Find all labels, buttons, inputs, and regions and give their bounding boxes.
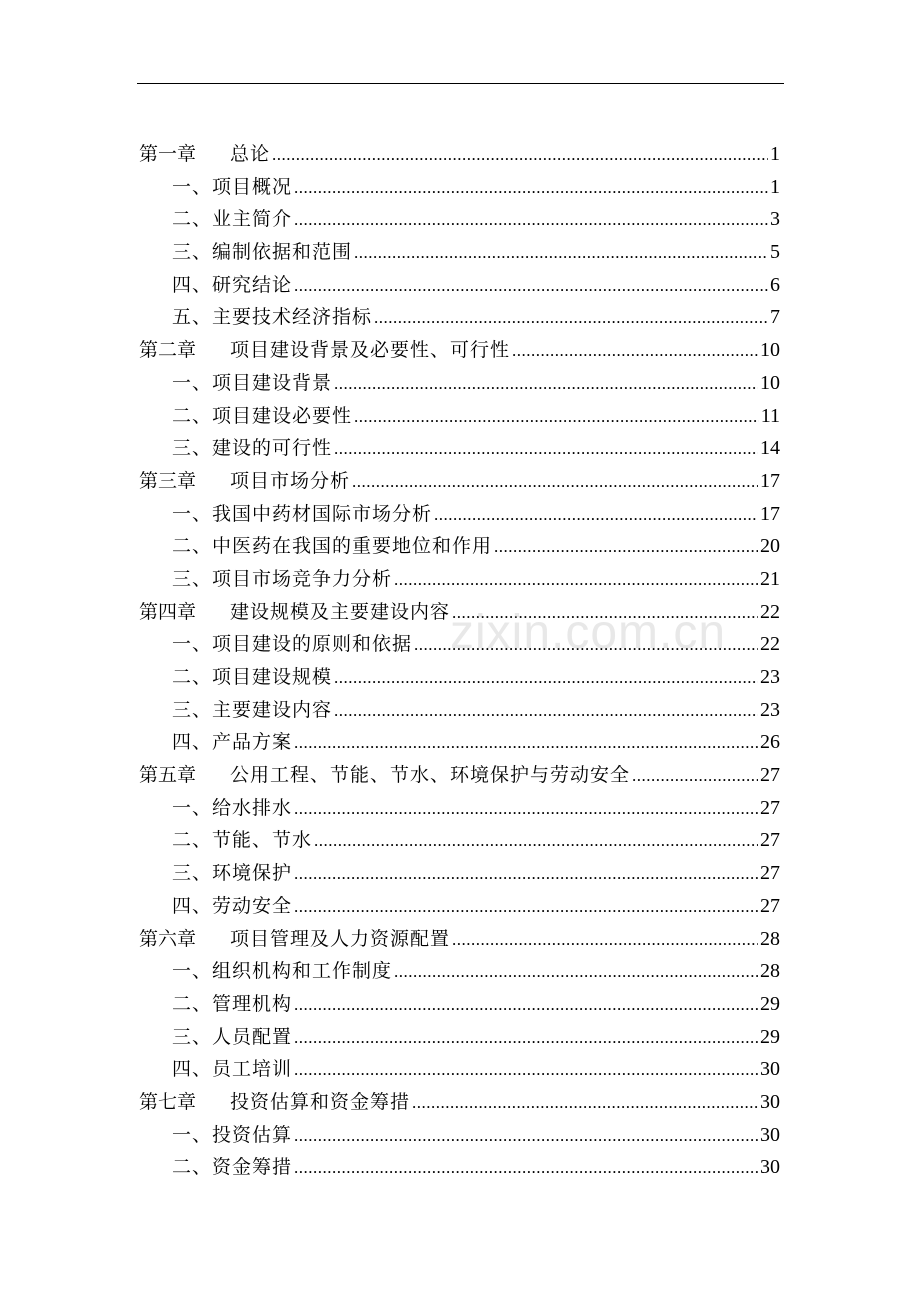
toc-page-number: 27 [760, 764, 780, 787]
dot-leader [294, 989, 758, 1022]
toc-entry-title: 三、编制依据和范围 [172, 241, 353, 264]
toc-chapter-entry[interactable] [139, 923, 780, 956]
chapter-number: 第五章 [139, 764, 197, 787]
toc-page-number: 30 [760, 1058, 780, 1081]
chapter-number: 第一章 [139, 143, 197, 165]
dot-leader [632, 760, 758, 793]
toc-entry-title: 二、资金筹措 [172, 1156, 293, 1179]
dot-leader [294, 858, 758, 891]
toc-section-entry[interactable] [139, 563, 780, 596]
toc-page-number: 22 [760, 600, 780, 623]
dot-leader [334, 662, 758, 695]
toc-page-number: 22 [760, 633, 780, 656]
toc-entry-title: 三、项目市场竞争力分析 [172, 567, 393, 590]
toc-section-entry[interactable] [139, 367, 780, 400]
toc-section-entry[interactable] [139, 824, 780, 857]
toc-page-number: 1 [770, 143, 780, 165]
dot-leader [314, 825, 758, 858]
toc-page-number: 6 [770, 273, 780, 296]
chapter-number: 第七章 [139, 1090, 197, 1113]
toc-page-number: 10 [760, 339, 780, 362]
toc-entry-title: 四、员工培训 [172, 1058, 293, 1081]
toc-section-entry[interactable] [139, 1151, 780, 1184]
toc-page-number: 29 [760, 1025, 780, 1048]
toc-entry-title: 建设规模及主要建设内容 [230, 600, 451, 623]
dot-leader [294, 1054, 758, 1087]
toc-section-entry[interactable] [139, 661, 780, 694]
toc-entry-title: 一、项目概况 [172, 175, 293, 198]
toc-section-entry[interactable] [139, 530, 780, 563]
toc-entry-title: 三、人员配置 [172, 1025, 293, 1048]
toc-chapter-entry[interactable] [139, 138, 780, 171]
toc-entry-title: 二、业主简介 [172, 208, 293, 231]
toc-page-number: 17 [760, 502, 780, 525]
dot-leader [294, 891, 758, 924]
toc-page-number: 30 [760, 1123, 780, 1146]
toc-section-entry[interactable] [139, 988, 780, 1021]
toc-section-entry[interactable] [139, 301, 780, 334]
dot-leader [294, 727, 758, 760]
dot-leader [294, 793, 758, 826]
toc-entry-title: 二、管理机构 [172, 992, 293, 1015]
toc-page-number: 20 [760, 535, 780, 558]
toc-entry-title: 一、给水排水 [172, 796, 293, 819]
dot-leader [434, 499, 758, 532]
dot-leader [334, 695, 758, 728]
toc-page-number: 30 [760, 1090, 780, 1113]
toc-entry-title: 二、节能、节水 [172, 829, 313, 852]
toc-entry-title: 二、中医药在我国的重要地位和作用 [172, 535, 493, 558]
chapter-number: 第六章 [139, 927, 197, 950]
toc-entry-title: 一、项目建设背景 [172, 371, 333, 394]
toc-chapter-entry[interactable] [139, 334, 780, 367]
toc-page-number: 17 [760, 469, 780, 492]
toc-page-number: 27 [760, 894, 780, 917]
toc-entry-title: 三、建设的可行性 [172, 437, 333, 460]
toc-page-number: 23 [760, 698, 780, 721]
dot-leader [352, 466, 758, 499]
toc-page-number: 1 [770, 175, 780, 198]
toc-entry-title: 二、项目建设规模 [172, 666, 333, 688]
dot-leader [452, 924, 758, 957]
dot-leader [294, 1152, 758, 1185]
toc-entry-title: 项目管理及人力资源配置 [230, 927, 451, 950]
toc-page-number: 11 [760, 404, 780, 427]
dot-leader [354, 401, 759, 434]
toc-section-entry[interactable] [139, 432, 780, 465]
toc-page-number: 27 [760, 829, 780, 852]
dot-leader [294, 172, 768, 205]
toc-section-entry[interactable] [139, 726, 780, 759]
dot-leader [374, 302, 768, 335]
toc-page-number: 30 [760, 1156, 780, 1179]
dot-leader [494, 531, 758, 564]
toc-page-number: 27 [760, 862, 780, 885]
toc-section-entry[interactable] [139, 236, 780, 269]
toc-chapter-entry[interactable] [139, 465, 780, 498]
dot-leader [294, 1022, 758, 1055]
toc-entry-title: 投资估算和资金筹措 [230, 1090, 411, 1113]
dot-leader [394, 564, 758, 597]
toc-page-number: 3 [770, 208, 780, 231]
dot-leader [294, 270, 768, 303]
toc-page-number: 10 [760, 371, 780, 394]
toc-entry-title: 三、主要建设内容 [172, 698, 333, 721]
toc-entry-title: 三、环境保护 [172, 862, 293, 885]
toc-section-entry[interactable] [139, 857, 780, 890]
toc-section-entry[interactable] [139, 269, 780, 302]
dot-leader [512, 335, 758, 368]
toc-entry-title: 总论 [230, 143, 271, 165]
toc-entry-title: 四、劳动安全 [172, 894, 293, 917]
toc-section-entry[interactable] [139, 171, 780, 204]
toc-page-number: 14 [760, 437, 780, 460]
dot-leader [272, 139, 768, 172]
toc-page-number: 28 [760, 927, 780, 950]
toc-section-entry[interactable] [139, 955, 780, 988]
toc-entry-title: 一、投资估算 [172, 1123, 293, 1146]
toc-section-entry[interactable] [139, 1053, 780, 1086]
toc-section-entry[interactable] [139, 792, 780, 825]
toc-entry-title: 项目市场分析 [230, 469, 351, 492]
toc-page-number: 28 [760, 960, 780, 983]
toc-entry-title: 公用工程、节能、节水、环境保护与劳动安全 [230, 764, 631, 787]
dot-leader [334, 368, 758, 401]
toc-page-number: 26 [760, 731, 780, 754]
dot-leader [334, 433, 758, 466]
toc-entry-title: 一、项目建设的原则和依据 [172, 633, 413, 656]
toc-entry-title: 二、项目建设必要性 [172, 404, 353, 427]
toc-section-entry[interactable] [139, 400, 780, 433]
toc-page-number: 29 [760, 992, 780, 1015]
dot-leader [394, 956, 758, 989]
dot-leader [412, 1087, 758, 1120]
dot-leader [354, 237, 768, 270]
toc-entry-title: 一、组织机构和工作制度 [172, 960, 393, 983]
chapter-number: 第四章 [139, 600, 197, 623]
toc-section-entry[interactable] [139, 1021, 780, 1054]
toc-section-entry[interactable] [139, 694, 780, 727]
toc-section-entry[interactable] [139, 203, 780, 236]
toc-page-number: 21 [760, 567, 780, 590]
watermark: zixin.com.cn [450, 606, 727, 659]
dot-leader [294, 204, 768, 237]
chapter-number: 第三章 [139, 469, 197, 492]
toc-section-entry[interactable] [139, 498, 780, 531]
toc-entry-title: 一、我国中药材国际市场分析 [172, 502, 433, 525]
toc-entry-title: 五、主要技术经济指标 [172, 306, 373, 329]
toc-section-entry[interactable] [139, 890, 780, 923]
toc-entry-title: 四、研究结论 [172, 273, 293, 296]
toc-page-number: 23 [760, 666, 780, 688]
toc-section-entry[interactable] [139, 1119, 780, 1152]
toc-page-number: 7 [770, 306, 780, 329]
toc-entry-title: 项目建设背景及必要性、可行性 [230, 339, 511, 362]
table-of-contents [139, 138, 780, 1184]
header-rule [137, 83, 784, 84]
toc-chapter-entry[interactable] [139, 759, 780, 792]
toc-page-number: 27 [760, 796, 780, 819]
toc-entry-title: 四、产品方案 [172, 731, 293, 754]
chapter-number: 第二章 [139, 339, 197, 362]
toc-page-number: 5 [770, 241, 780, 264]
dot-leader [294, 1120, 758, 1153]
toc-chapter-entry[interactable] [139, 1086, 780, 1119]
